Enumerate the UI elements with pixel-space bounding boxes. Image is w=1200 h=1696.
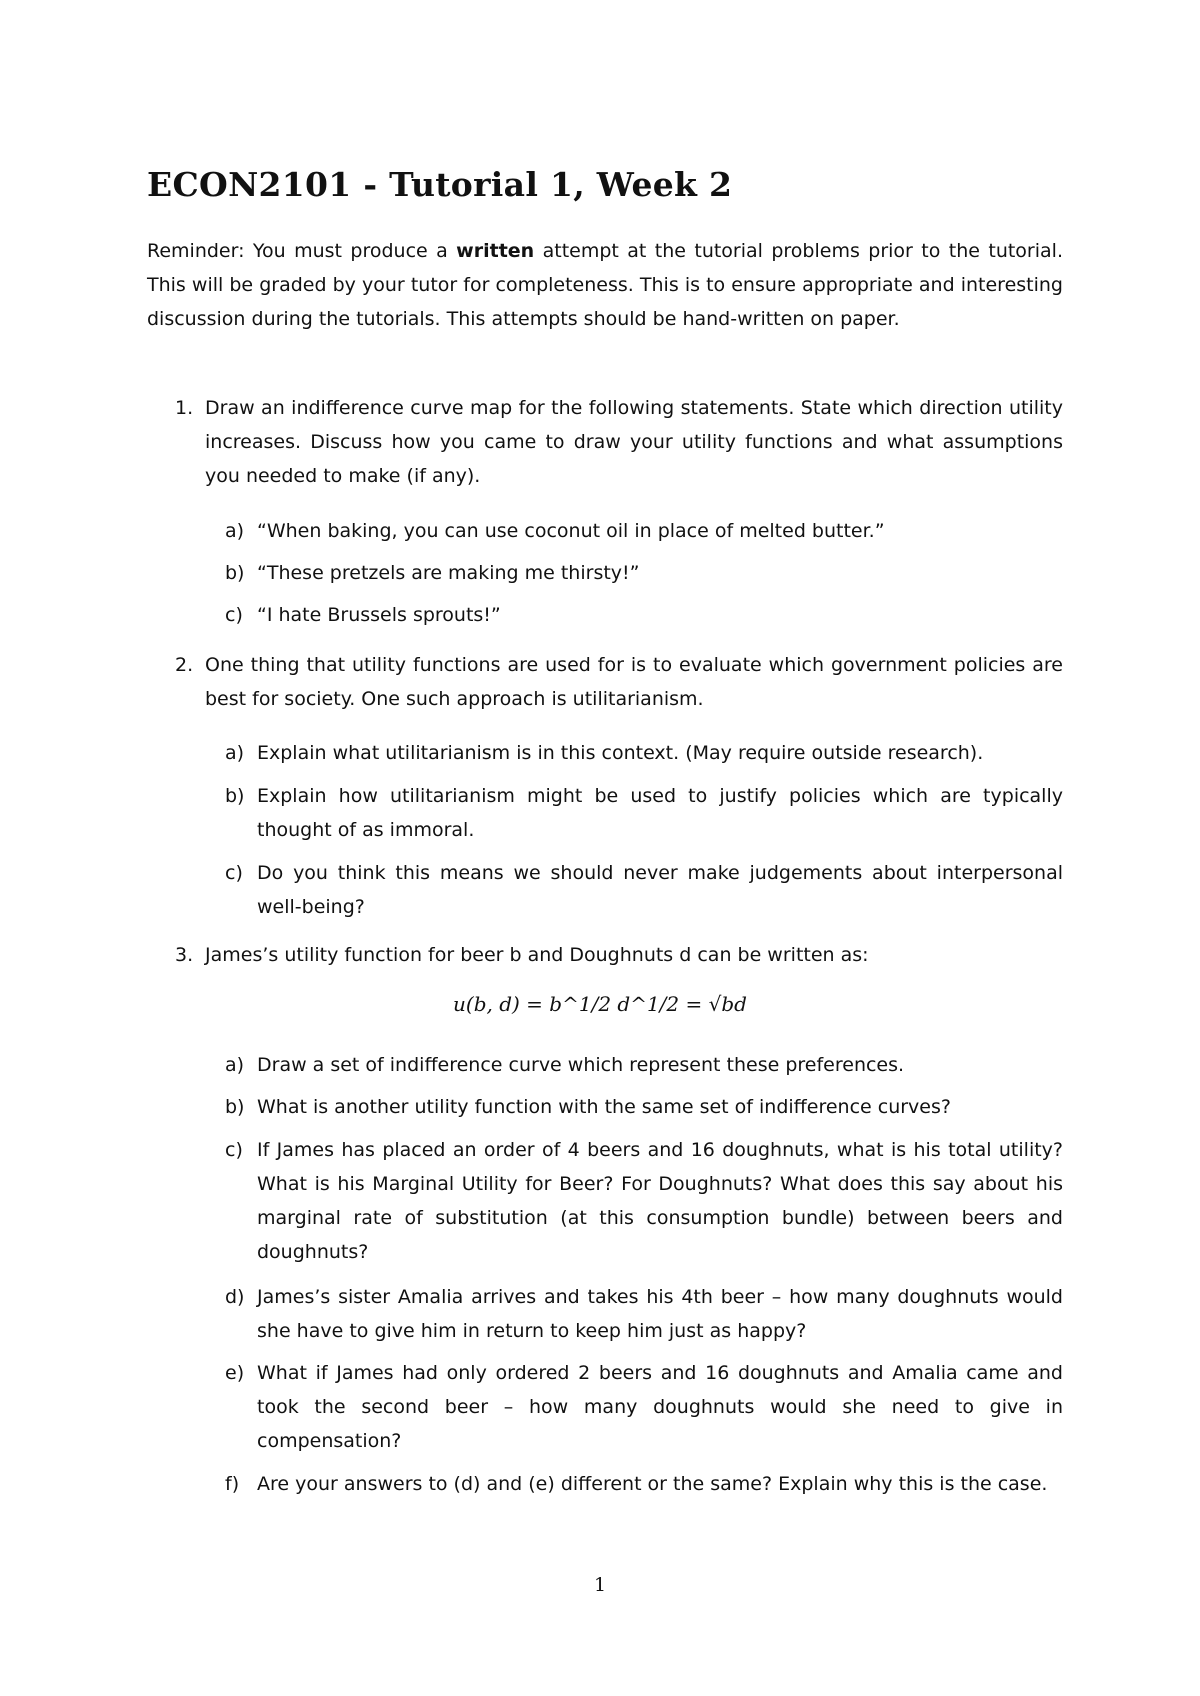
question-2 (175, 648, 1063, 716)
utility-equation: u(b, d) = b^1/2 d^1/2 = √bd (453, 992, 747, 1016)
question-3b-text: What is another utility function with the same set of indifference curves? (257, 1096, 951, 1118)
question-3c (225, 1133, 1063, 1269)
reminder-bold-word: written (456, 240, 535, 262)
question-2c-text: Do you think this means we should never make judgements about interpersonal well-being? (257, 862, 1063, 918)
question-3f-text: Are your answers to (d) and (e) different or the same? Explain why this is the case. (257, 1473, 1048, 1495)
question-3b (225, 1090, 1063, 1124)
question-3c-text: If James has placed an order of 4 beers and 16 doughnuts, what is his total utility? What is his Marginal Utility for Beer? For Doughnuts? What does this say about his marginal rate of substitution (at this consumption bundle) between beers and doughnuts? (257, 1139, 1063, 1263)
question-3c-label: c) (225, 1139, 243, 1161)
question-3f-label: f) (225, 1473, 240, 1495)
question-1 (175, 391, 1063, 493)
reminder-paragraph (147, 234, 1063, 336)
question-2-text: One thing that utility functions are used for is to evaluate which government policies are best for society. One such approach is utilitarianism. (205, 654, 1063, 710)
question-3-text: James’s utility function for beer b and Doughnuts d can be written as: (205, 944, 869, 966)
question-3 (175, 938, 1063, 972)
question-3e-label: e) (225, 1362, 245, 1384)
question-3d (225, 1280, 1063, 1348)
question-1-number: 1. (175, 397, 194, 419)
question-1-text: Draw an indifference curve map for the following statements. State which direction utility increases. Discuss how you came to draw your utility functions and what assumptions you needed to make (if any). (205, 397, 1063, 487)
reminder-text-end: attempt at the tutorial problems prior to the tutorial. This will be graded by your tutor for completeness. This is to ensure appropriate and interesting discussion during the tutorials. This attempts should be hand-written on paper. (147, 240, 1063, 330)
question-2a-label: a) (225, 742, 245, 764)
question-3a (225, 1048, 1063, 1082)
question-3e (225, 1356, 1063, 1458)
question-1a (225, 514, 1063, 548)
question-3-number: 3. (175, 944, 194, 966)
question-1a-label: a) (225, 520, 245, 542)
question-1c-label: c) (225, 604, 243, 626)
question-1b (225, 556, 1063, 590)
question-3f (225, 1467, 1063, 1501)
question-1c-text: “I hate Brussels sprouts!” (257, 604, 501, 626)
reminder-text-start: Reminder: You must produce a (147, 240, 457, 262)
question-3a-text: Draw a set of indifference curve which represent these preferences. (257, 1054, 905, 1076)
question-3d-text: James’s sister Amalia arrives and takes his 4th beer – how many doughnuts would she have to give him in return to keep him just as happy? (257, 1286, 1063, 1342)
question-3d-label: d) (225, 1286, 245, 1308)
question-3e-text: What if James had only ordered 2 beers and 16 doughnuts and Amalia came and took the second beer – how many doughnuts would she need to give in compensation? (257, 1362, 1063, 1452)
question-2-number: 2. (175, 654, 194, 676)
question-2c (225, 856, 1063, 924)
question-1b-label: b) (225, 562, 245, 584)
question-2b-text: Explain how utilitarianism might be used to justify policies which are typically thought of as immoral. (257, 785, 1063, 841)
question-2c-label: c) (225, 862, 243, 884)
question-1a-text: “When baking, you can use coconut oil in place of melted butter.” (257, 520, 885, 542)
question-1c (225, 598, 1063, 632)
question-2b (225, 779, 1063, 847)
question-1b-text: “These pretzels are making me thirsty!” (257, 562, 640, 584)
question-2b-label: b) (225, 785, 245, 807)
page-number: 1 (593, 1574, 607, 1596)
question-3b-label: b) (225, 1096, 245, 1118)
question-2a-text: Explain what utilitarianism is in this context. (May require outside research). (257, 742, 984, 764)
page-title: ECON2101 - Tutorial 1, Week 2 (147, 165, 733, 204)
question-2a (225, 736, 1063, 770)
question-3a-label: a) (225, 1054, 245, 1076)
